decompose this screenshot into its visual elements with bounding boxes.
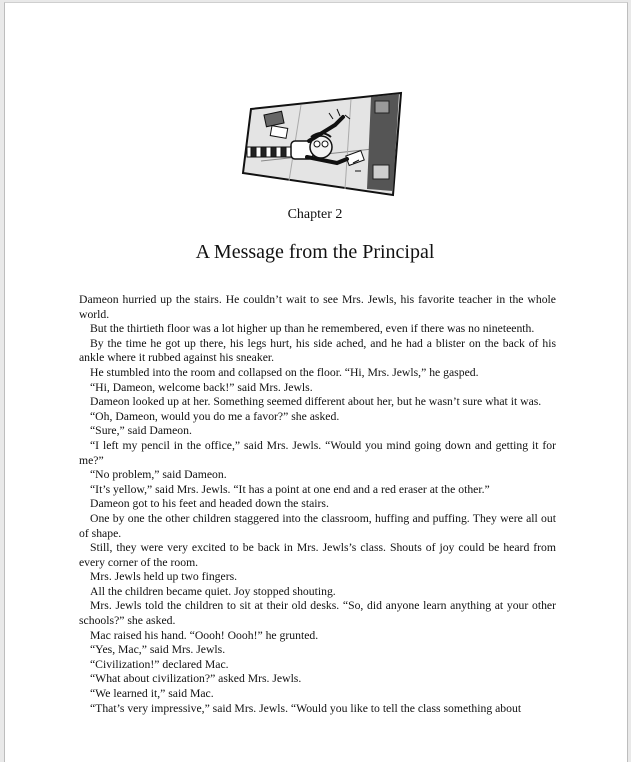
paragraph: Mac raised his hand. “Oooh! Oooh!” he grunted. bbox=[90, 628, 319, 642]
paragraph: “What about civilization?” asked Mrs. Jewls. bbox=[90, 672, 302, 686]
paragraph: Dameon got to his feet and headed down the stairs. bbox=[90, 497, 329, 511]
paragraph: “We learned it,” said Mac. bbox=[90, 687, 214, 701]
paragraph: He stumbled into the room and collapsed on the floor. “Hi, Mrs. Jewls,” he gasped. bbox=[90, 365, 479, 379]
document-page bbox=[4, 2, 628, 762]
paragraph: “Civilization!” declared Mac. bbox=[90, 657, 229, 671]
paragraph: Still, they were very excited to be back in Mrs. Jewls’s class. Shouts of joy could be heard from every corner of the room. bbox=[79, 541, 556, 569]
paragraph: “It’s yellow,” said Mrs. Jewls. “It has a point at one end and a red eraser at the other.” bbox=[90, 482, 490, 496]
paragraph: One by one the other children staggered into the classroom, huffing and puffing. They were all out of shape. bbox=[79, 511, 556, 540]
chapter-label: Chapter 2 bbox=[287, 207, 343, 222]
paragraph: Mrs. Jewls told the children to sit at their old desks. “So, did anyone learn anything at your other schools?” she asked. bbox=[79, 599, 556, 628]
paragraph: But the thirtieth floor was a lot higher up than he remembered, even if there was no nineteenth. bbox=[90, 322, 535, 336]
paragraph: “Yes, Mac,” said Mrs. Jewls. bbox=[90, 643, 226, 657]
paragraph: “No problem,” said Dameon. bbox=[90, 468, 227, 482]
paragraph: By the time he got up there, his legs hurt, his side ached, and he had a blister on the back of his ankle where it rubbed against his sneaker. bbox=[79, 336, 556, 365]
paragraph: Dameon looked up at her. Something seemed different about her, but he wasn’t sure what it was. bbox=[90, 395, 542, 409]
paragraph: All the children became quiet. Joy stopped shouting. bbox=[90, 584, 336, 598]
paragraph: “Oh, Dameon, would you do me a favor?” she asked. bbox=[90, 409, 340, 423]
paragraph: Mrs. Jewls held up two fingers. bbox=[90, 570, 238, 584]
chapter-body bbox=[79, 293, 556, 716]
falling-boy-illustration bbox=[241, 91, 403, 197]
paragraph: “I left my pencil in the office,” said Mrs. Jewls. “Would you mind going down and getting it for me?” bbox=[79, 438, 556, 467]
chapter-title: A Message from the Principal bbox=[195, 241, 435, 263]
paragraph: “That’s very impressive,” said Mrs. Jewls. “Would you like to tell the class something about bbox=[90, 701, 522, 715]
paragraph: Dameon hurried up the stairs. He couldn’t wait to see Mrs. Jewls, his favorite teacher in the whole world. bbox=[79, 293, 556, 321]
paragraph: “Hi, Dameon, welcome back!” said Mrs. Jewls. bbox=[90, 380, 313, 394]
paragraph: “Sure,” said Dameon. bbox=[90, 424, 192, 438]
